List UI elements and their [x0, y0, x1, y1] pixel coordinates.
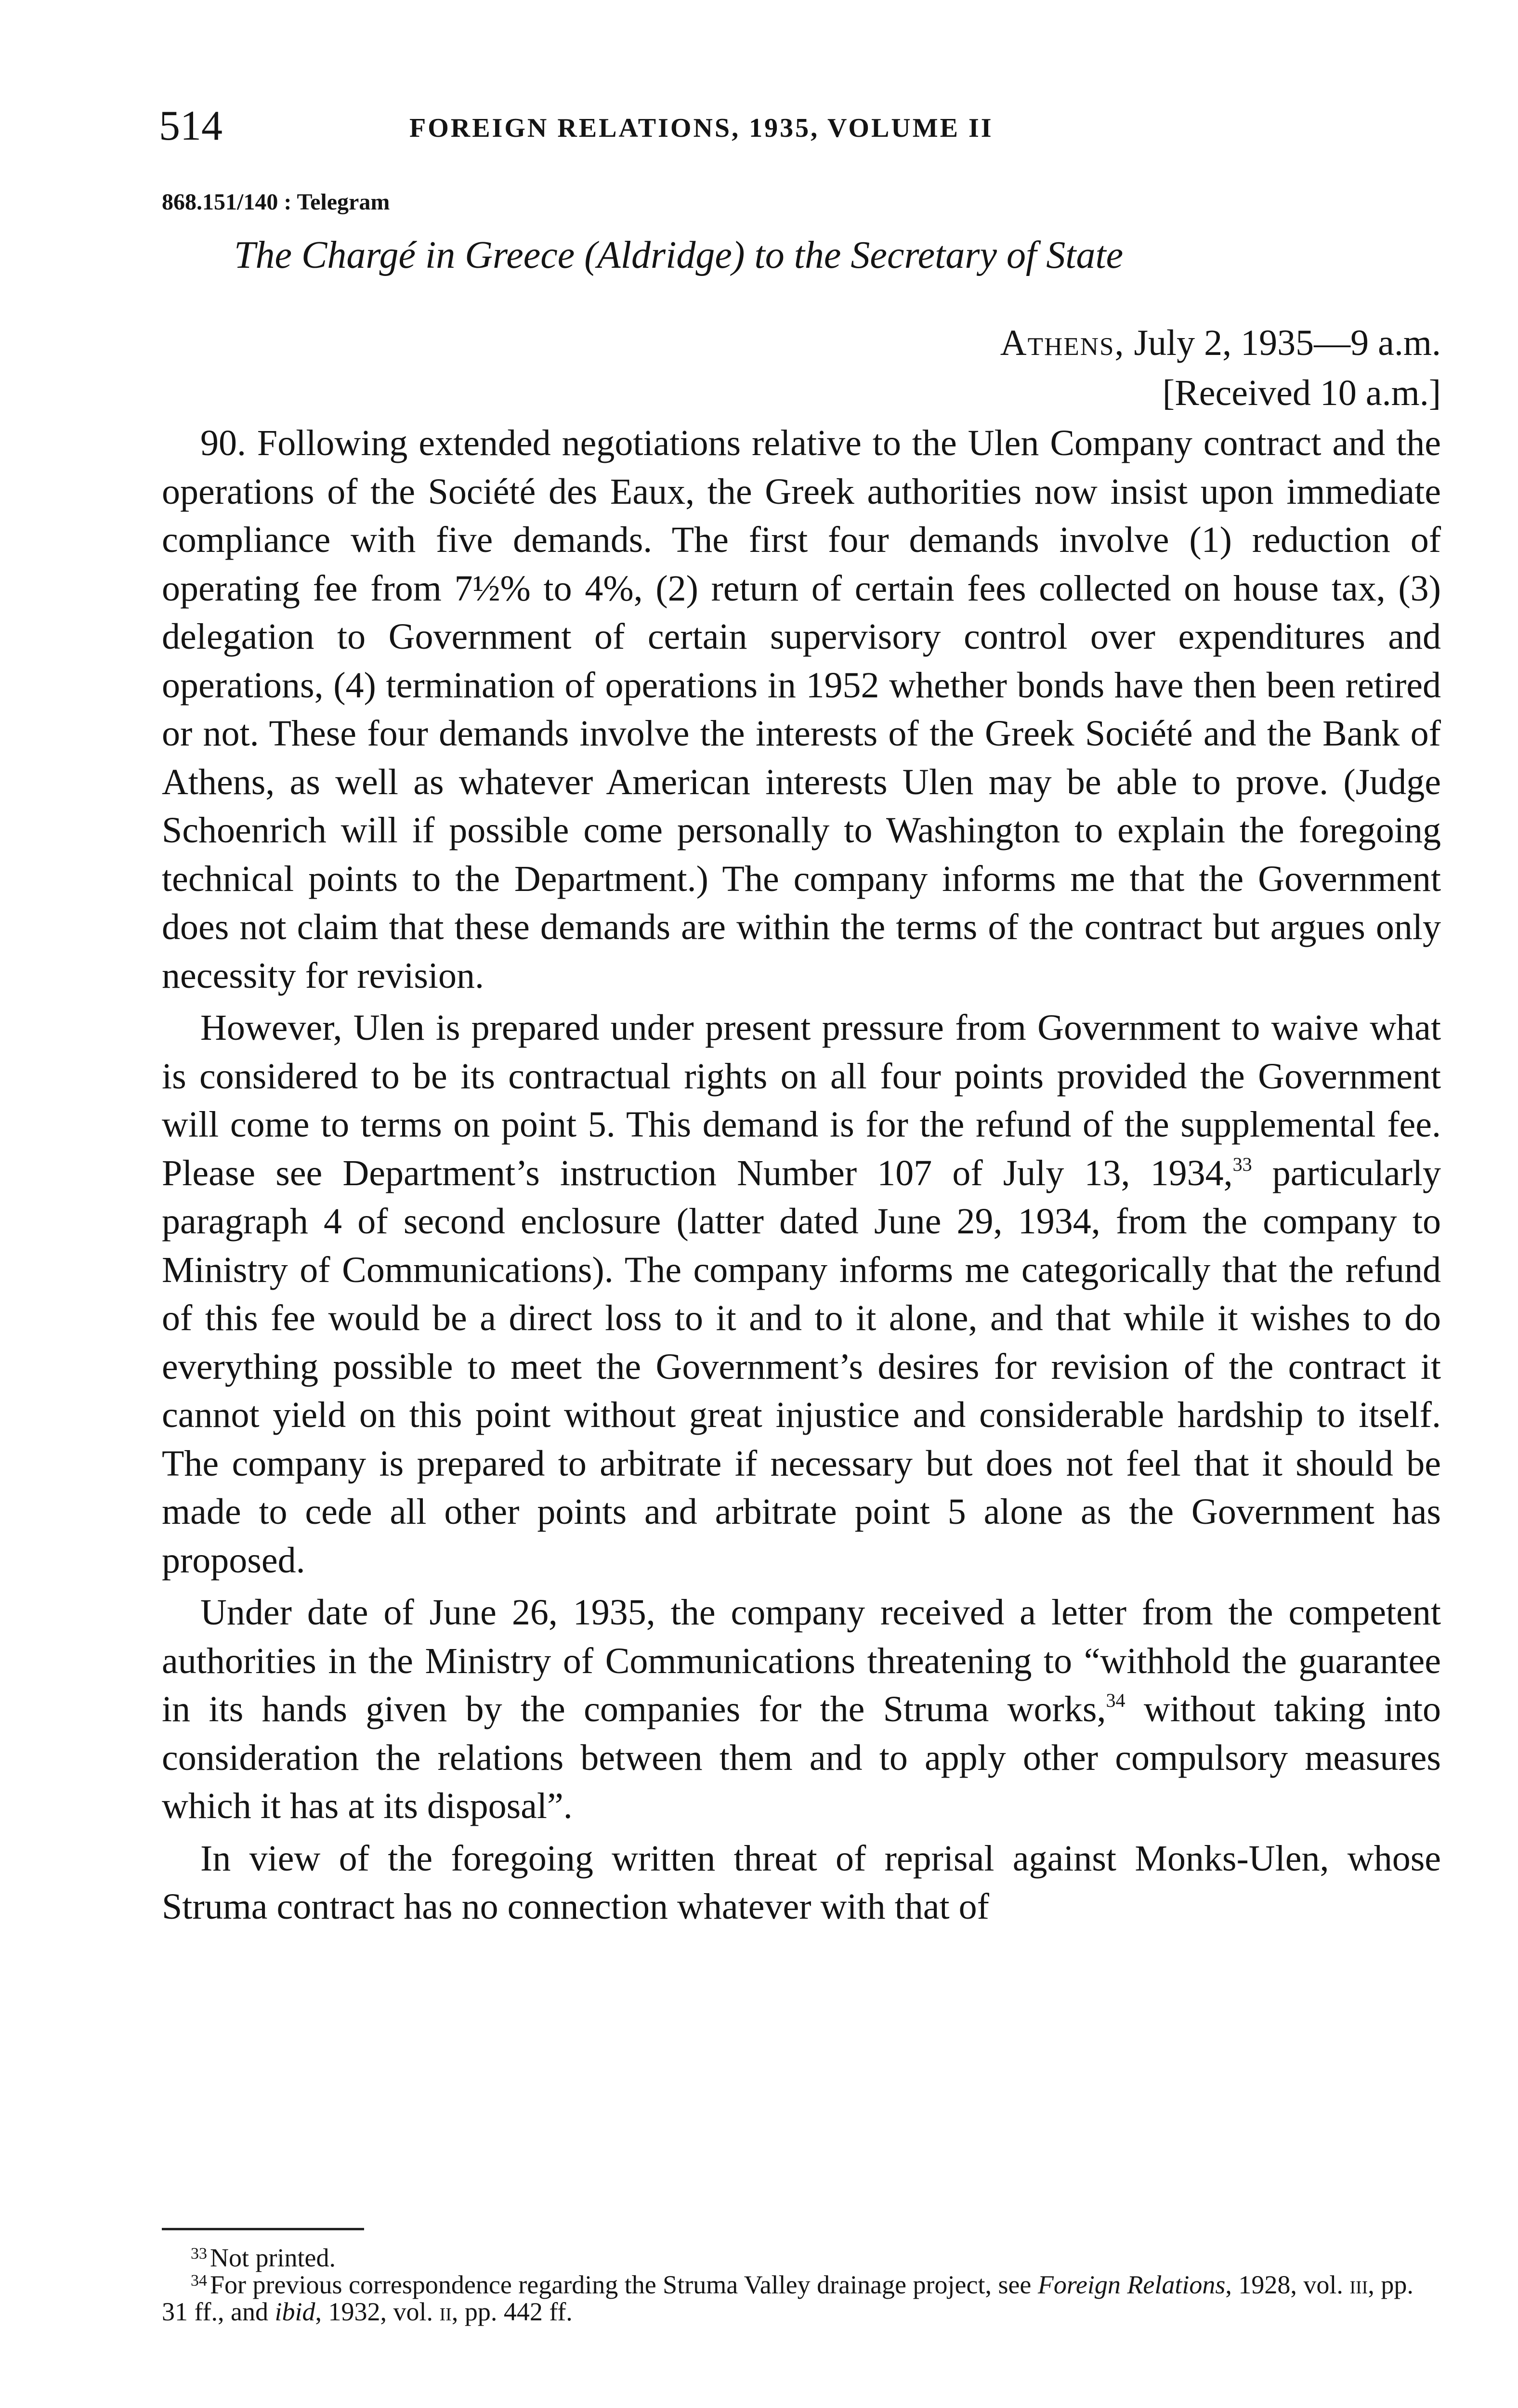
footnote-34: [162, 2271, 1441, 2325]
footnote-text: , 1928, vol.: [1225, 2270, 1350, 2299]
footnote-33: [162, 2244, 1441, 2271]
footnote-ref-34: 34: [1106, 1689, 1125, 1711]
footnote-text: , pp. 442 ff.: [451, 2297, 573, 2326]
page-number: 514: [159, 103, 222, 149]
footnote-text: For previous correspondence regarding the Struma Valley drainage project, see: [210, 2270, 1038, 2299]
footnote-ref-33: 33: [1232, 1153, 1252, 1175]
file-reference: 868.151/140 : Telegram: [162, 189, 390, 215]
paragraph-text: However, Ulen is prepared under present pressure from Government to waive what is considered to be its contractual rights on all four points provided the Government will come to terms on point 5. This demand is for the refund of the supplemental fee. Please see Department’s instruction Number 107 of July 13, 1934,: [162, 1008, 1441, 1193]
footnote-text: Not printed.: [210, 2243, 336, 2272]
paragraph-3: [162, 1588, 1441, 1831]
footnote-divider: [162, 2228, 364, 2230]
footnote-ibid: ibid: [275, 2297, 315, 2326]
paragraph-text: 90. Following extended negotiations relative to the Ulen Company contract and the operations of the Société des Eaux, the Greek authorities now insist upon immediate compliance with five demands. The first four demands involve (1) reduction of operating fee from 7½% to 4%, (2) return of certain fees collected on house tax, (3) delegation to Government of certain supervisory control over expenditures and operations, (4) termination of operations in 1952 whether bonds have then been retired or not. These four demands involve the interests of the Greek Société and the Bank of Athens, as well as whatever American interests Ulen may be able to prove. (Judge Schoenrich will if possible come personally to Washington to explain the foregoing technical points to the Department.) The company informs me that the Government does not claim that these demands are within the terms of the contract but argues only necessity for revision.: [162, 423, 1441, 996]
dateline-date: July 2, 1935—9 a.m.: [1125, 323, 1441, 363]
dateline-place: Athens,: [1000, 323, 1125, 363]
footnote-volume: iii: [1349, 2270, 1368, 2299]
dateline-received: [Received 10 a.m.]: [1162, 373, 1441, 413]
paragraph-2: [162, 1004, 1441, 1584]
footnote-text: , pp. 31 ff., and: [162, 2270, 1413, 2326]
footnote-text: , 1932, vol.: [315, 2297, 440, 2326]
paragraph-text: particularly paragraph 4 of second enclosure (latter dated June 29, 1934, from the company to Ministry of Communications). The company informs me categorically that the refund of this fee would be a direct loss to it and to it alone, and that while it wishes to do everything possible to meet the Government’s desires for revision of the contract it cannot yield on this point without great injustice and considerable hardship to itself. The company is prepared to arbitrate if necessary but does not feel that it should be made to cede all other points and arbitrate point 5 alone as the Government has proposed.: [162, 1152, 1441, 1581]
footnote-volume: ii: [439, 2297, 452, 2326]
paragraph-text: In view of the foregoing written threat of reprisal against Monks-Ulen, whose Struma contract has no connection whatever with that of: [162, 1838, 1441, 1927]
paragraph-1: [162, 419, 1441, 1000]
telegram-body: [162, 419, 1441, 1931]
dateline: [1000, 318, 1441, 418]
footnote-citation-title: Foreign Relations: [1037, 2270, 1226, 2299]
document-title: The Chargé in Greece (Aldridge) to the Secretary of State: [234, 234, 1124, 276]
running-title: FOREIGN RELATIONS, 1935, VOLUME II: [409, 113, 994, 143]
paragraph-4: [162, 1834, 1441, 1931]
footnote-marker: 33: [191, 2245, 207, 2263]
paragraph-text: Under date of June 26, 1935, the company received a letter from the competent authorities in the Ministry of Communications threatening to “withhold the guarantee in its hands given by the companies for the Struma works,: [162, 1592, 1441, 1729]
footnotes: [162, 2244, 1441, 2325]
footnote-marker: 34: [191, 2272, 207, 2290]
dateline-sent: [1000, 318, 1441, 368]
running-head: [159, 102, 1445, 155]
paragraph-text: without taking into consideration the relations between them and to apply other compulsory measures which it has at its disposal”.: [162, 1689, 1441, 1826]
